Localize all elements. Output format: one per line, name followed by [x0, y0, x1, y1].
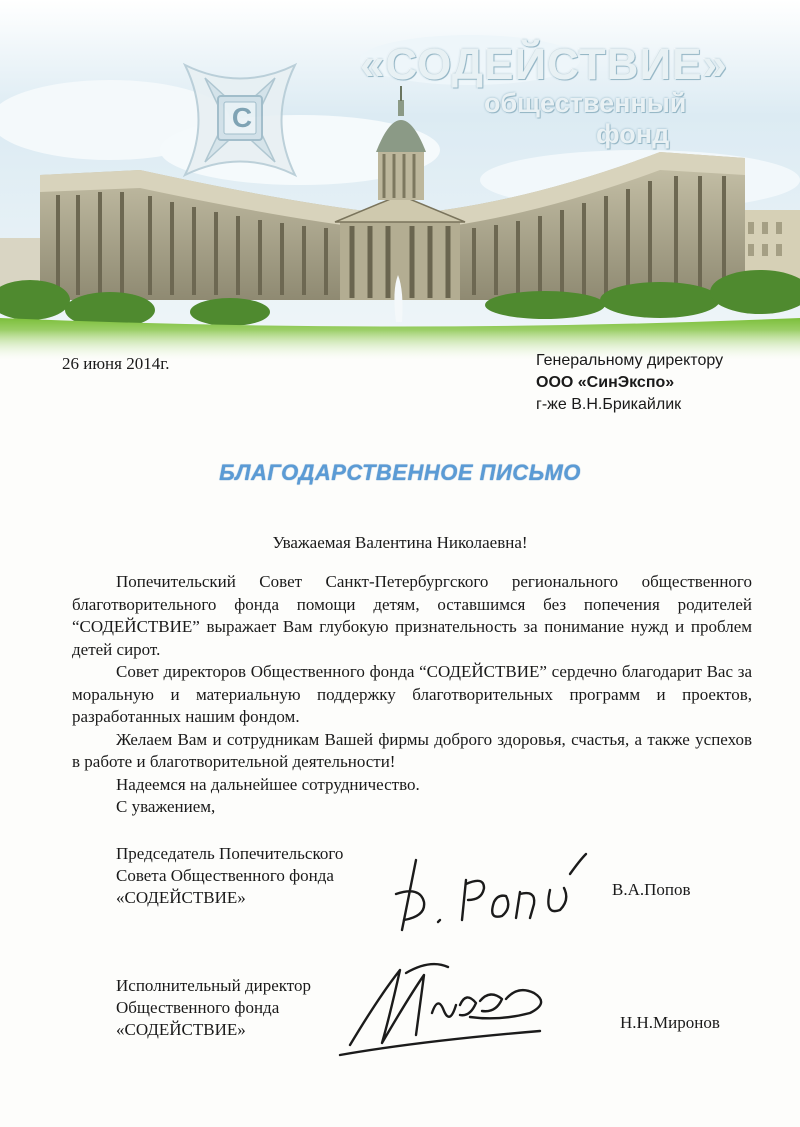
closing: С уважением,	[116, 797, 216, 816]
letterhead-banner	[0, 0, 800, 360]
letter-body	[72, 571, 752, 819]
recipient-company: ООО «СинЭкспо»	[536, 374, 675, 391]
body-paragraph: Совет директоров Общественного фонда “СОДЕЙСТВИЕ” сердечно благодарит Вас за моральную и материальную поддержку благотворительных программ и проектов, разработанных нашим фондом.	[72, 662, 752, 726]
recipient-position: Генеральному директору	[536, 352, 724, 369]
recipient-name: г-же В.Н.Брикайлик	[536, 396, 682, 413]
logo-letter: С	[231, 102, 253, 133]
body-paragraph: Желаем Вам и сотрудникам Вашей фирмы доброго здоровья, счастья, а также успехов в работе и благотворительной деятельности!	[72, 729, 752, 771]
signatory-2-title: Исполнительный директор Общественного фонда «СОДЕЙСТВИЕ»	[116, 976, 311, 1039]
foundation-subtitle-2: фонд	[596, 119, 670, 149]
foundation-subtitle-1: общественный	[484, 88, 687, 118]
foundation-name: «СОДЕЙСТВИЕ»	[360, 40, 728, 89]
document-title: БЛАГОДАРСТВЕННОЕ ПИСЬМО	[219, 460, 581, 485]
letter-date: 26 июня 2014г.	[62, 354, 170, 373]
signatory-1-name: В.А.Попов	[612, 880, 691, 899]
signatory-2-name: Н.Н.Миронов	[620, 1013, 720, 1032]
signature-1	[380, 850, 595, 940]
signatory-1-title: Председатель Попечительского Совета Общественного фонда «СОДЕЙСТВИЕ»	[116, 844, 344, 907]
body-paragraph: Попечительский Совет Санкт-Петербургского регионального общественного благотворительного фонда помощи детям, оставшимся без попечения родителей “СОДЕЙСТВИЕ” выражает Вам глубокую признательность за понимание нужд и проблем детей сирот.	[72, 572, 752, 659]
signature-2	[320, 955, 570, 1065]
greeting: Уважаемая Валентина Николаевна!	[272, 533, 528, 552]
body-paragraph: Надеемся на дальнейшее сотрудничество.	[116, 774, 420, 794]
